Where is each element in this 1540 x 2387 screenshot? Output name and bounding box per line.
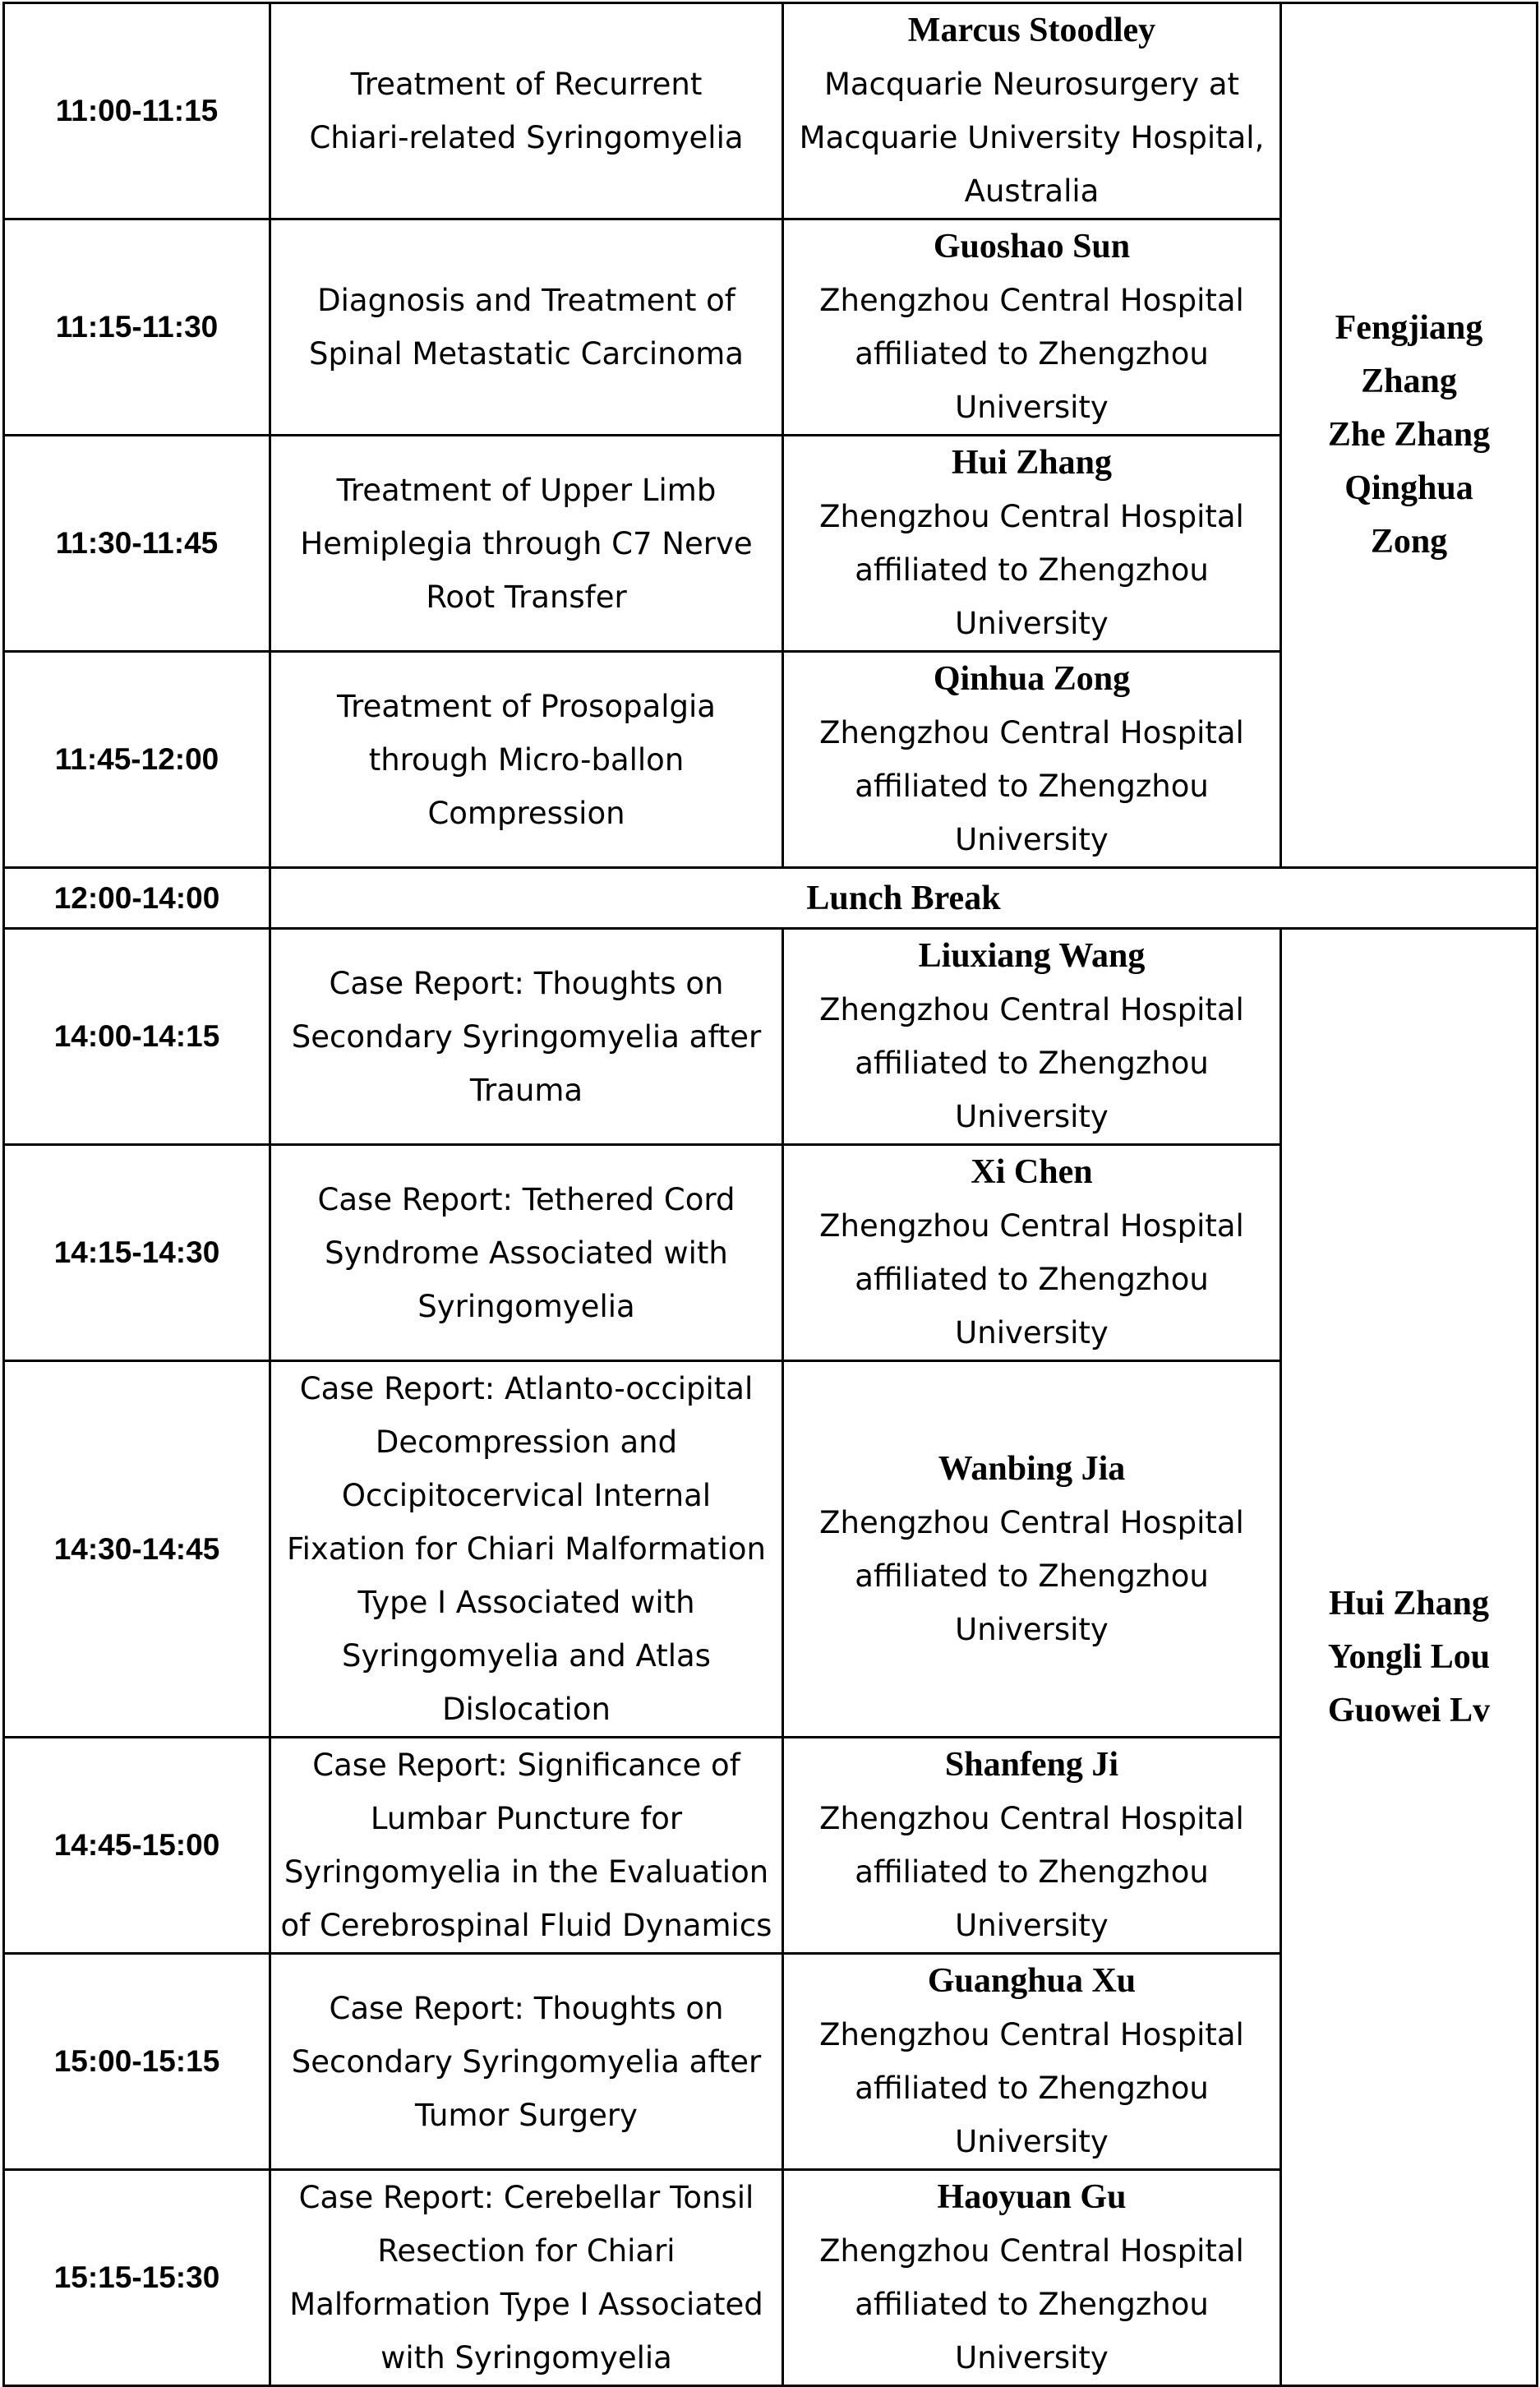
talk-topic-line: Resection for Chiari xyxy=(377,2233,675,2269)
speaker-name: Wanbing Jia xyxy=(938,1449,1126,1488)
speaker-affiliation-line: Zhengzhou Central Hospital xyxy=(819,992,1244,1027)
speaker-affiliation-line: Macquarie Neurosurgery at xyxy=(823,67,1240,102)
talk-topic-line: Chiari-related Syringomyelia xyxy=(309,120,744,155)
talk-row xyxy=(4,3,1538,219)
talk-topic-line: Lumbar Puncture for xyxy=(370,1801,683,1836)
talk-topic-line: Diagnosis and Treatment of xyxy=(317,283,735,318)
talk-topic-line: Case Report: Thoughts on xyxy=(329,965,724,1001)
speaker-affiliation-line: Macquarie University Hospital, xyxy=(799,120,1265,155)
talk-topic-line: Decompression and xyxy=(375,1424,678,1460)
talk-topic-line: Treatment of Recurrent xyxy=(350,67,703,102)
speaker-name: Guanghua Xu xyxy=(927,1962,1137,2000)
speaker-affiliation-line: Zhengzhou Central Hospital xyxy=(819,2233,1244,2269)
speaker-affiliation-line: Zhengzhou Central Hospital xyxy=(819,2017,1244,2052)
talk-topic xyxy=(270,652,783,868)
chair-name: Zhe Zhang xyxy=(1327,416,1491,454)
speaker-affiliation-line: Zhengzhou Central Hospital xyxy=(819,283,1244,318)
talk-topic-line: Malformation Type I Associated xyxy=(289,2287,763,2322)
talk-topic xyxy=(270,1954,783,2170)
talk-topic-line: Trauma xyxy=(469,1072,583,1108)
talk-time: 11:45-12:00 xyxy=(4,652,270,868)
speaker-cell xyxy=(783,929,1281,1145)
speaker-cell xyxy=(783,436,1281,652)
talk-topic-line: Occipitocervical Internal xyxy=(341,1478,712,1513)
speaker-affiliation-line: affiliated to Zhengzhou xyxy=(855,1854,1209,1890)
talk-topic xyxy=(270,929,783,1145)
speaker-affiliation-line: University xyxy=(955,1611,1109,1647)
speaker-affiliation-line: University xyxy=(955,1908,1109,1943)
talk-topic xyxy=(270,3,783,219)
break-time: 12:00-14:00 xyxy=(4,868,270,929)
talk-topic-line: through Micro-ballon xyxy=(368,741,685,778)
speaker-name: Liuxiang Wang xyxy=(918,937,1146,975)
speaker-affiliation-line: affiliated to Zhengzhou xyxy=(855,1046,1209,1081)
chair-name: Yongli Lou xyxy=(1327,1637,1491,1676)
schedule-table xyxy=(2,2,1538,2387)
speaker-affiliation-line: University xyxy=(955,822,1109,857)
speaker-affiliation-line: affiliated to Zhengzhou xyxy=(855,1262,1209,1297)
talk-time: 15:15-15:30 xyxy=(4,2170,270,2386)
talk-topic xyxy=(270,2170,783,2386)
talk-topic xyxy=(270,1145,783,1361)
talk-topic-line: Case Report: Thoughts on xyxy=(329,1990,724,2026)
speaker-affiliation-line: Zhengzhou Central Hospital xyxy=(819,715,1244,750)
talk-topic-line: Case Report: Tethered Cord xyxy=(317,1181,735,1217)
speaker-cell xyxy=(783,2170,1281,2386)
speaker-affiliation-line: affiliated to Zhengzhou xyxy=(855,769,1209,804)
speaker-affiliation-line: Zhengzhou Central Hospital xyxy=(819,499,1244,534)
speaker-name: Haoyuan Gu xyxy=(937,2178,1127,2216)
talk-topic-line: Syndrome Associated with xyxy=(325,1235,728,1271)
speaker-affiliation-line: University xyxy=(955,1315,1109,1350)
talk-topic-line: Tumor Surgery xyxy=(415,2097,638,2133)
session-chairs xyxy=(1281,3,1538,868)
speaker-affiliation-line: Zhengzhou Central Hospital xyxy=(819,1504,1244,1540)
break-row xyxy=(4,868,1538,929)
talk-time: 14:30-14:45 xyxy=(4,1361,270,1738)
talk-time: 11:00-11:15 xyxy=(4,3,270,219)
speaker-affiliation-line: University xyxy=(955,2340,1109,2375)
talk-topic-line: Case Report: Atlanto-occipital xyxy=(299,1371,754,1406)
talk-topic-line: Root Transfer xyxy=(426,579,627,615)
speaker-name: Hui Zhang xyxy=(952,444,1112,482)
speaker-affiliation-line: Zhengzhou Central Hospital xyxy=(819,1801,1244,1836)
speaker-affiliation-line: affiliated to Zhengzhou xyxy=(855,552,1209,588)
speaker-affiliation-line: affiliated to Zhengzhou xyxy=(855,2071,1209,2106)
speaker-name: Xi Chen xyxy=(971,1153,1093,1191)
talk-topic-line: Case Report: Cerebellar Tonsil xyxy=(298,2180,754,2215)
talk-time: 14:15-14:30 xyxy=(4,1145,270,1361)
talk-topic xyxy=(270,1738,783,1954)
speaker-affiliation-line: University xyxy=(955,390,1109,425)
talk-topic-line: Case Report: Significance of xyxy=(312,1748,740,1783)
speaker-affiliation-line: Australia xyxy=(964,173,1100,209)
speaker-cell xyxy=(783,3,1281,219)
speaker-cell xyxy=(783,1738,1281,1954)
speaker-name: Marcus Stoodley xyxy=(907,12,1156,49)
talk-time: 14:00-14:15 xyxy=(4,929,270,1145)
speaker-cell xyxy=(783,1145,1281,1361)
talk-topic-line: Secondary Syringomyelia after xyxy=(291,1018,762,1055)
speaker-cell xyxy=(783,1361,1281,1738)
speaker-affiliation-line: affiliated to Zhengzhou xyxy=(855,336,1209,372)
talk-time: 11:30-11:45 xyxy=(4,436,270,652)
talk-topic-line: Spinal Metastatic Carcinoma xyxy=(309,336,744,372)
talk-topic xyxy=(270,436,783,652)
talk-topic-line: Type I Associated with xyxy=(357,1585,695,1620)
schedule-body xyxy=(4,3,1538,2386)
speaker-name: Guoshao Sun xyxy=(933,228,1131,265)
talk-topic-line: Fixation for Chiari Malformation xyxy=(287,1531,766,1567)
talk-topic-line: Syringomyelia and Atlas xyxy=(342,1638,711,1674)
speaker-cell xyxy=(783,1954,1281,2170)
talk-topic-line: Treatment of Prosopalgia xyxy=(337,688,716,724)
talk-topic-line: of Cerebrospinal Fluid Dynamics xyxy=(280,1908,772,1943)
talk-topic-line: Dislocation xyxy=(442,1692,611,1727)
speaker-name: Shanfeng Ji xyxy=(944,1746,1119,1784)
chair-name: Hui Zhang xyxy=(1329,1584,1489,1623)
talk-topic-line: Syringomyelia xyxy=(417,1288,635,1324)
talk-topic-line: with Syringomyelia xyxy=(380,2340,672,2375)
session-chairs xyxy=(1281,929,1538,2386)
talk-time: 11:15-11:30 xyxy=(4,219,270,436)
speaker-affiliation-line: University xyxy=(955,2124,1109,2159)
chair-name: Qinghua xyxy=(1344,469,1473,507)
talk-topic-line: Syringomyelia in the Evaluation xyxy=(284,1854,769,1890)
speaker-affiliation-line: affiliated to Zhengzhou xyxy=(855,2287,1209,2322)
chair-name: Zong xyxy=(1370,523,1448,561)
talk-topic xyxy=(270,1361,783,1738)
chair-name: Fengjiang xyxy=(1335,309,1483,347)
speaker-affiliation-line: affiliated to Zhengzhou xyxy=(855,1558,1209,1594)
speaker-name: Qinhua Zong xyxy=(933,660,1131,698)
talk-row xyxy=(4,929,1538,1145)
speaker-affiliation-line: University xyxy=(955,606,1109,641)
speaker-cell xyxy=(783,652,1281,868)
talk-topic-line: Secondary Syringomyelia after xyxy=(291,2043,762,2080)
talk-topic-line: Treatment of Upper Limb xyxy=(336,472,717,508)
talk-topic xyxy=(270,219,783,436)
chair-name: Zhang xyxy=(1361,362,1457,400)
speaker-affiliation-line: Zhengzhou Central Hospital xyxy=(819,1208,1244,1244)
talk-time: 14:45-15:00 xyxy=(4,1738,270,1954)
talk-topic-line: Compression xyxy=(427,795,625,831)
talk-time: 15:00-15:15 xyxy=(4,1954,270,2170)
speaker-affiliation-line: University xyxy=(955,1099,1109,1134)
speaker-cell xyxy=(783,219,1281,436)
talk-topic-line: Hemiplegia through C7 Nerve xyxy=(300,525,753,561)
chair-name: Guowei Lv xyxy=(1327,1691,1491,1729)
break-label: Lunch Break xyxy=(270,868,1538,929)
